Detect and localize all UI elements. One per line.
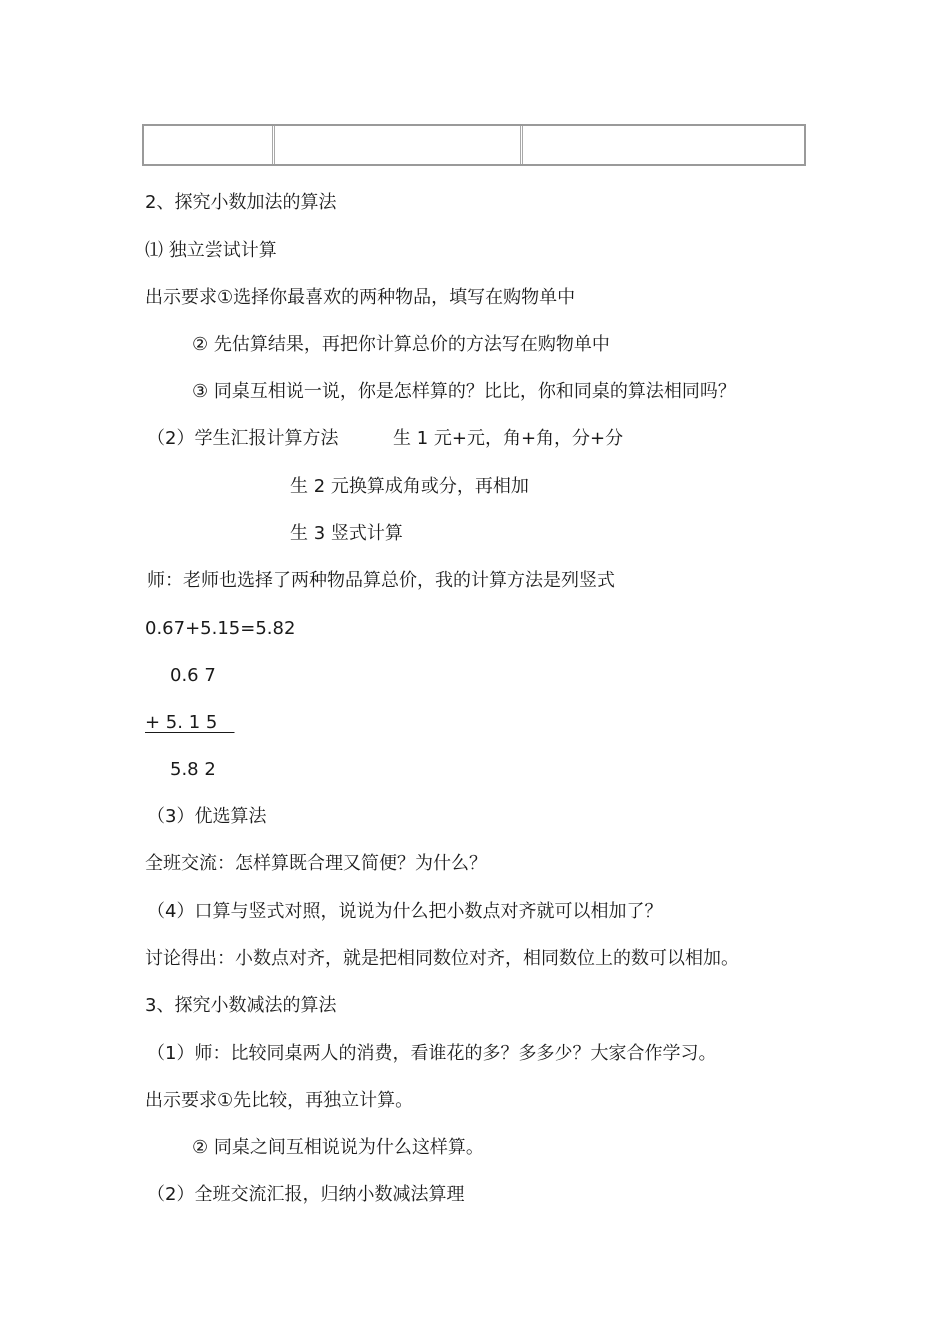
text-line: 出示要求①先比较，再独立计算。 [145, 1090, 414, 1111]
table-cell [520, 126, 804, 164]
text-line: 生 3 竖式计算 [290, 523, 403, 544]
text-line: ② 同桌之间互相说说为什么这样算。 [192, 1137, 484, 1158]
table-cell [272, 126, 520, 164]
text-line: 讨论得出：小数点对齐，就是把相同数位对齐，相同数位上的数可以相加。 [145, 948, 739, 969]
section-heading: 3、探究小数减法的算法 [145, 995, 337, 1016]
vertical-calc-line: + 5. 1 5 [145, 712, 235, 733]
subsection-heading: ⑴ 独立尝试计算 [145, 240, 277, 261]
table-cell [144, 126, 272, 164]
text-line: ② 先估算结果，再把你计算总价的方法写在购物单中 [192, 334, 610, 355]
equation: 0.67+5.15=5.82 [145, 618, 296, 639]
text-line: （1）师：比较同桌两人的消费，看谁花的多？多多少？大家合作学习。 [147, 1043, 717, 1064]
text-line: （2）全班交流汇报，归纳小数减法算理 [147, 1184, 465, 1205]
text-line: 师：老师也选择了两种物品算总价，我的计算方法是列竖式 [147, 570, 615, 591]
text-line: （2）学生汇报计算方法 [147, 428, 339, 449]
text-line: （4）口算与竖式对照，说说为什么把小数点对齐就可以相加了？ [147, 901, 663, 922]
section-heading: 2、探究小数加法的算法 [145, 192, 337, 213]
text-line: ③ 同桌互相说一说，你是怎样算的？比比，你和同桌的算法相同吗？ [192, 381, 736, 402]
text-line: 生 1 元+元，角+角，分+分 [393, 428, 624, 449]
vertical-calc-result: 5.8 2 [170, 759, 216, 780]
vertical-calc-line: 0.6 7 [170, 665, 216, 686]
subsection-heading: （3）优选算法 [147, 806, 267, 827]
text-line: 生 2 元换算成角或分，再相加 [290, 476, 529, 497]
text-line: 全班交流：怎样算既合理又简便？为什么？ [145, 853, 487, 874]
text-line: 出示要求①选择你最喜欢的两种物品，填写在购物单中 [145, 287, 576, 308]
empty-table [142, 124, 806, 166]
